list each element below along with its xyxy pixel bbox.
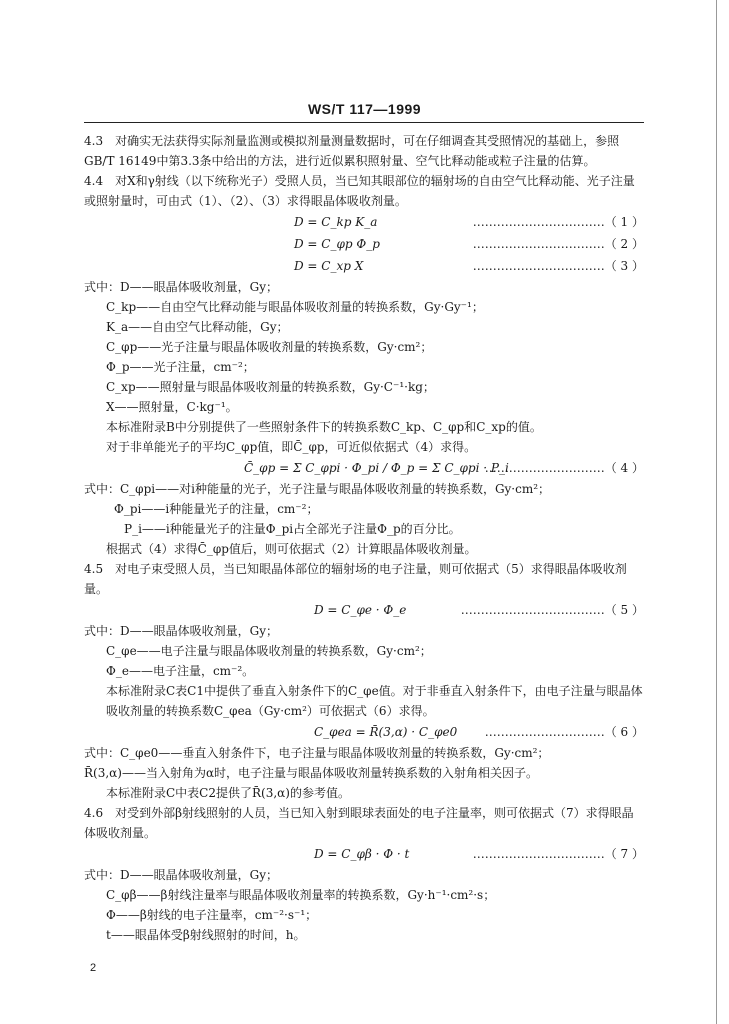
where-D-7: 式中：D——眼晶体吸收剂量，Gy；: [84, 868, 278, 882]
where-Phi-beta: Φ——β射线的电子注量率，cm⁻²·s⁻¹；: [106, 908, 318, 922]
where-X: X——照射量，C·kg⁻¹。: [106, 400, 238, 414]
equation-4: [84, 457, 644, 479]
equation-2-formula: D = C_φp Φ_p: [294, 237, 380, 251]
where-Ka: K_a——自由空气比释动能，Gy；: [106, 320, 289, 334]
where-R3a: R̄(3,α)——当入射角为α时，电子注量与眼晶体吸收剂量转换系数的入射角相关因子。: [84, 766, 539, 780]
equation-7: [84, 843, 644, 865]
equation-5: [84, 599, 644, 621]
where-t: t——眼晶体受β射线照射的时间，h。: [106, 928, 306, 942]
header-rule: [84, 122, 644, 123]
where-Cxp: C_xp——照射量与眼晶体吸收剂量的转换系数，Gy·C⁻¹·kg；: [106, 380, 435, 394]
where-Cphie: C_φe——电子注量与眼晶体吸收剂量的转换系数，Gy·cm²；: [106, 644, 432, 658]
where-Cphip: C_φp——光子注量与眼晶体吸收剂量的转换系数，Gy·cm²；: [106, 340, 433, 354]
where-Cphibeta: C_φβ——β射线注量率与眼晶体吸收剂量率的转换系数，Gy·h⁻¹·cm²·s；: [106, 888, 496, 902]
standard-header: WS/T 117—1999: [307, 101, 422, 117]
where-Cphipi: 式中：C_φpi——对i种能量的光子，光子注量与眼晶体吸收剂量的转换系数，Gy·cm²；: [84, 482, 551, 496]
equation-7-formula: D = C_φβ · Φ · t: [314, 847, 410, 861]
equation-4-number: …………………………（ 4 ）: [484, 461, 644, 475]
equation-1: [84, 211, 644, 233]
where-Pi: P_i——i种能量光子的注量Φ_pi占全部光子注量Φ_p的百分比。: [124, 522, 461, 536]
annex-c2-note: 本标准附录C中表C2提供了R̄(3,α)的参考值。: [106, 786, 350, 800]
calc-4-note: 根据式（4）求得C̄_φp值后，则可依据式（2）计算眼晶体吸收剂量。: [106, 542, 477, 556]
where-D-1: 式中：D——眼晶体吸收剂量，Gy；: [84, 280, 278, 294]
section-4-3: 4.3 对确实无法获得实际剂量监测或模拟剂量测量数据时，可在仔细调查其受照情况的基础上，参照GB/T 16149中第3.3条中给出的方法，进行近似累积照射量、空气比释动能或粒子注量的估算。: [84, 134, 620, 168]
where-Ckp: C_kp——自由空气比释动能与眼晶体吸收剂量的转换系数，Gy·Gy⁻¹；: [106, 300, 484, 314]
section-4-5-intro: 4.5 对电子束受照人员，当已知眼晶体部位的辐射场的电子注量，则可依据式（5）求得眼晶体吸收剂量。: [84, 562, 627, 596]
equation-2: [84, 233, 644, 255]
equation-7-number: ……………………………（ 7 ）: [472, 847, 644, 861]
equation-4-formula: C̄_φp = Σ C_φpi · Φ_pi / Φ_p = Σ C_φpi · P_i: [244, 461, 509, 475]
equation-5-formula: D = C_φe · Φ_e: [314, 603, 407, 617]
main-content: [84, 131, 644, 945]
annex-c1-note: 本标准附录C表C1中提供了垂直入射条件下的C_φe值。对于非垂直入射条件下，由电子注量与眼晶体吸收剂量的转换系数C_φea（Gy·cm²）可依据式（6）求得。: [106, 684, 643, 718]
where-Phip: Φ_p——光子注量，cm⁻²；: [106, 360, 255, 374]
where-Cphie0: 式中：C_φe0——垂直入射条件下，电子注量与眼晶体吸收剂量的转换系数，Gy·cm²；: [84, 746, 550, 760]
section-4-6-intro: 4.6 对受到外部β射线照射的人员，当已知入射到眼球表面处的电子注量率，则可依据式（7）求得眼晶体吸收剂量。: [84, 806, 634, 840]
scan-edge: [716, 0, 717, 1024]
nonmono-note: 对于非单能光子的平均C_φp值，即C̄_φp，可近似依据式（4）求得。: [106, 440, 477, 454]
where-Phipi: Φ_pi——i种能量光子的注量，cm⁻²；: [114, 502, 319, 516]
page-number: 2: [90, 962, 97, 974]
annex-b-note: 本标准附录B中分别提供了一些照射条件下的转换系数C_kp、C_φp和C_xp的值。: [106, 420, 542, 434]
section-4-4-intro: 4.4 对X和γ射线（以下统称光子）受照人员，当已知其眼部位的辐射场的自由空气比释动能、光子注量或照射量时，可由式（1）、（2）、（3）求得眼晶体吸收剂量。: [84, 174, 635, 208]
equation-1-number: ……………………………（ 1 ）: [472, 215, 644, 229]
equation-6-number: …………………………（ 6 ）: [484, 725, 644, 739]
equation-3-number: ……………………………（ 3 ）: [472, 259, 644, 273]
equation-5-number: ………………………………（ 5 ）: [460, 603, 644, 617]
equation-6: [84, 721, 644, 743]
equation-3: [84, 255, 644, 277]
equation-1-formula: D = C_kp K_a: [294, 215, 378, 229]
where-D-5: 式中：D——眼晶体吸收剂量，Gy；: [84, 624, 278, 638]
where-Phie: Φ_e——电子注量，cm⁻²。: [106, 664, 255, 678]
equation-2-number: ……………………………（ 2 ）: [472, 237, 644, 251]
equation-3-formula: D = C_xp X: [294, 259, 364, 273]
equation-6-formula: C_φea = R̄(3,α) · C_φe0: [314, 725, 458, 739]
